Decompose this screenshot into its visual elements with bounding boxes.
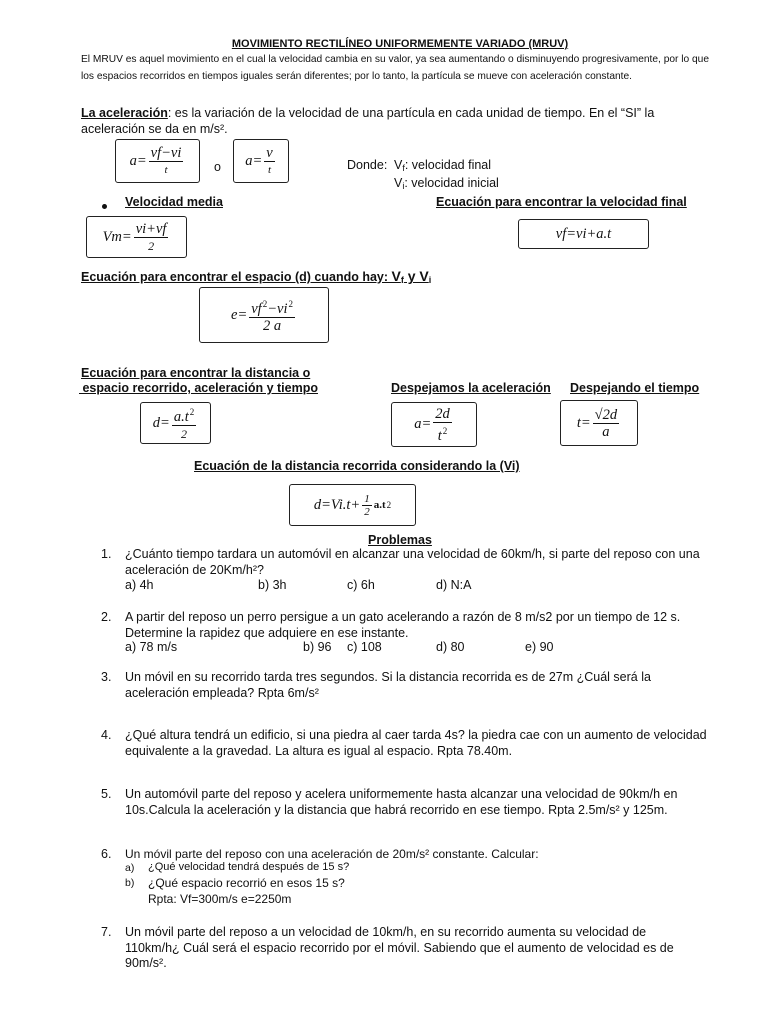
problem-6: Un móvil parte del reposo con una aceleración de 20m/s² constante. Calcular: — [125, 847, 539, 861]
formula-espacio: e= $\frac{vf^2-vi^2}{2 a}$ — [199, 287, 329, 343]
problem-4: ¿Qué altura tendrá un edificio, si una piedra al caer tarda 4s? la piedra cae con un aumento de velocidad equivalente a la gravedad. La altura es igual al espacio. Rpta 78.40m. — [125, 728, 707, 758]
heading-espacio: Ecuación para encontrar el espacio (d) cuando hay: $V_f$ y $V_i$ — [81, 268, 432, 285]
bullet-dot — [102, 199, 107, 213]
problem-5: Un automóvil parte del reposo y acelera uniformemente hasta alcanzar una velocidad de 90km/h en 10s.Calcula la aceleración y la distancia que habrá recorrido en ese tiempo. Rpta 2.5m/s² y 125m. — [125, 787, 678, 817]
heading-velocidad-media: Velocidad media — [125, 195, 223, 209]
vi-definition: $V_i$: velocidad inicial — [394, 176, 499, 191]
vf-definition: $V_f$: velocidad final — [394, 158, 492, 173]
problem-2-option-a: a) 78 m/s — [125, 640, 178, 654]
formula-vm: Vm= $\frac{vi+vf}{2}$ — [86, 216, 187, 258]
intro-line-2: los espacios recorridos en tiempos iguales serán diferentes; por lo tanto, la partícula se mueve con aceleración constante. — [81, 71, 632, 82]
heading-despeje-tiempo: Despejando el tiempo — [570, 381, 700, 395]
heading-despeje-aceleracion: Despejamos la aceleración — [391, 381, 551, 395]
heading-distancia-1: Ecuación para encontrar la distancia o — [81, 366, 311, 380]
problem-6-sub-b: ¿Qué espacio recorrió en esos 15 s? — [148, 876, 345, 890]
problem-2-option-c: c) 108 — [347, 640, 382, 654]
problem-number: 3. — [101, 670, 112, 684]
heading-distancia-2: espacio recorrido, aceleración y tiempo — [79, 381, 318, 395]
problem-2: A partir del reposo un perro persigue a un gato acelerando a razón de 8 m/s2 por un tiempo de 12 s. Determine la rapidez que adquiere en ese instante. — [125, 610, 681, 640]
problem-number: 4. — [101, 728, 112, 742]
problem-7: Un móvil parte del reposo a un velocidad de 10km/h, en su recorrido aumenta su velocidad de 110km/h¿ Cuál será el espacio recorrido por el móvil. Sabiendo que el aumento de velocidad es de 90m/s². — [125, 925, 674, 970]
problem-number: 2. — [101, 610, 112, 624]
problem-6-answer: Rpta: Vf=300m/s e=2250m — [148, 892, 292, 906]
problem-2-option-b: b) 96 — [303, 640, 332, 654]
donde-label: Donde: — [347, 158, 388, 172]
problem-6-sub-a: ¿Qué velocidad tendrá después de 15 s? — [148, 861, 350, 873]
problem-1-option-a: a) 4h — [125, 578, 154, 592]
problem-2-option-d: d) 80 — [436, 640, 465, 654]
formula-distancia-vi: d=Vi.t+ $\frac{1}{2}$ a.t 2 — [289, 484, 416, 526]
problem-1-option-c: c) 6h — [347, 578, 375, 592]
heading-distancia-vi: Ecuación de la distancia recorrida considerando la (Vi) — [194, 459, 520, 473]
or-text: o — [214, 160, 221, 174]
intro-line-1: El MRUV es aquel movimiento en el cual la velocidad cambia en su valor, ya sea aumentando o disminuyendo progresivamente, por lo que — [81, 54, 710, 65]
heading-problemas: Problemas — [368, 533, 432, 547]
heading-velocidad-final: Ecuación para encontrar la velocidad final — [436, 195, 687, 209]
formula-despeje-tiempo: t= $\frac{√2d}{a}$ — [560, 400, 638, 446]
problem-1-option-d: d) N:A — [436, 578, 472, 592]
accel-heading: La aceleración — [81, 106, 168, 120]
accel-paragraph — [81, 106, 654, 120]
accel-text-2: aceleración se da en m/s². — [81, 122, 228, 136]
formula-distancia: d= $\frac{a.t^2}{2}$ — [140, 402, 211, 444]
problem-6-sub-b-label: b) — [125, 877, 135, 889]
problem-number: 1. — [101, 547, 112, 561]
problem-1-option-b: b) 3h — [258, 578, 287, 592]
formula-accel-2: a= $\frac{v}{t}$ — [233, 139, 289, 183]
problem-6-sub-a-label: a) — [125, 862, 135, 874]
formula-despeje-aceleracion: a= $\frac{2d}{t^2}$ — [391, 402, 477, 447]
problem-3: Un móvil en su recorrido tarda tres segundos. Si la distancia recorrida es de 27m ¿Cuál será la aceleración empleada? Rpta 6m/s² — [125, 670, 651, 700]
problem-number: 7. — [101, 925, 112, 939]
formula-vf: vf=vi+a.t — [518, 219, 649, 249]
accel-text-1: : es la variación de la velocidad de una partícula en cada unidad de tiempo. En el “SI” la — [167, 106, 655, 120]
formula-accel-1: a= $\frac{vf-vi}{t}$ — [115, 139, 200, 183]
problem-number: 5. — [101, 787, 112, 801]
problem-2-option-e: e) 90 — [525, 640, 554, 654]
page-title: MOVIMIENTO RECTILÍNEO UNIFORMEMENTE VARIADO (MRUV) — [231, 38, 569, 50]
problem-number: 6. — [101, 847, 112, 861]
problem-1: ¿Cuánto tiempo tardara un automóvil en alcanzar una velocidad de 60km/h, si parte del reposo con una aceleración de 20Km/h²? — [125, 547, 700, 577]
